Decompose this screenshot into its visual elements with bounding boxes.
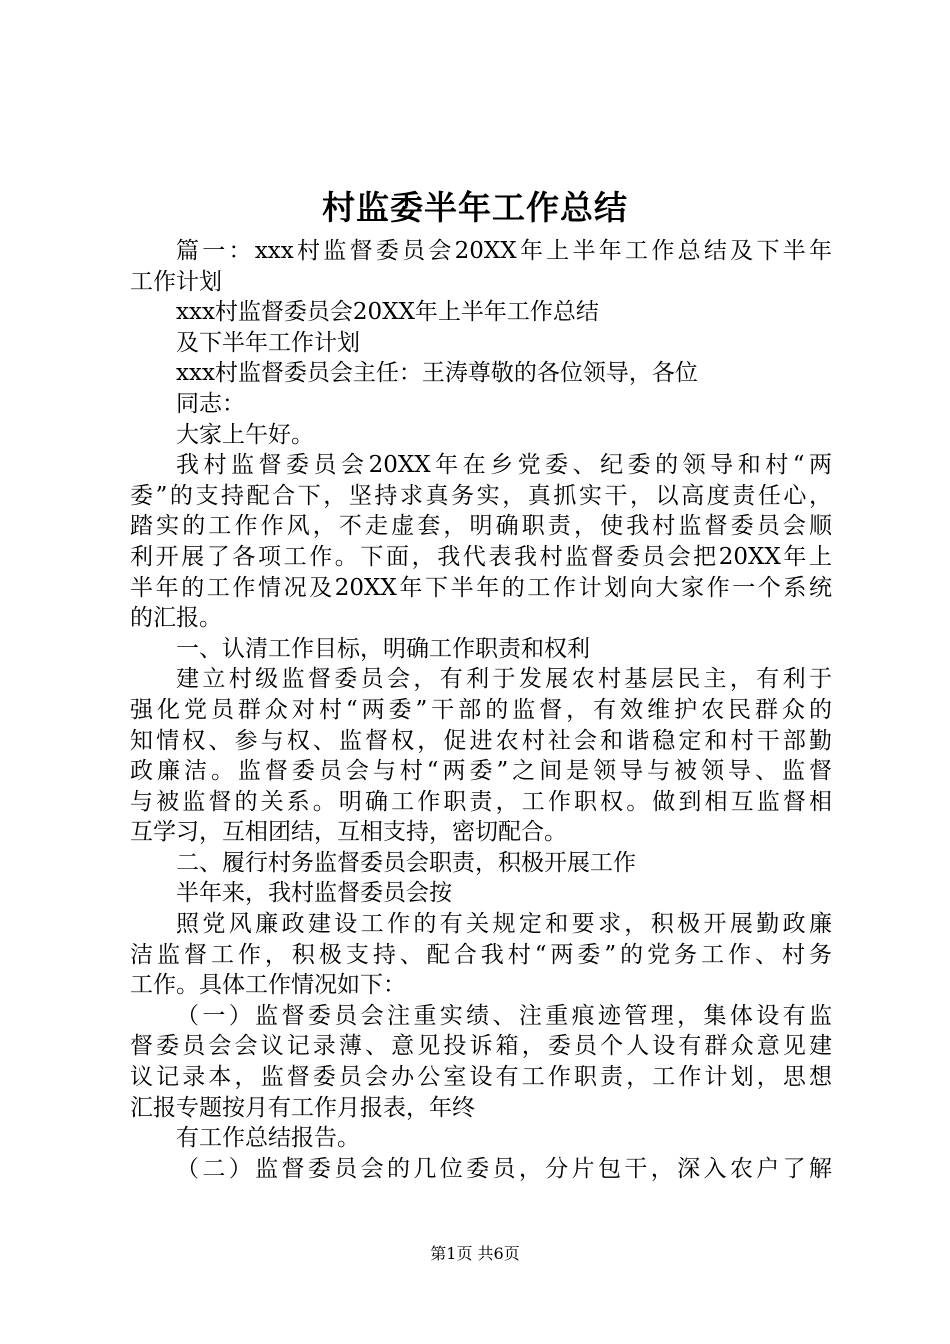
text-line: 政廉洁。监督委员会与村“两委”之间是领导与被领导、监督 [130,758,832,785]
text-line: xxx村监督委员会20XX年上半年工作总结 [176,299,599,326]
document-title: 村监委半年工作总结 [322,188,628,227]
text-line: 洁监督工作，积极支持、配合我村“两委”的党务工作、村务 [130,941,832,968]
text-line: 有工作总结报告。 [176,1125,360,1152]
text-line: （一）监督委员会注重实绩、注重痕迹管理，集体设有监 [176,1002,832,1029]
document-body [130,236,832,1184]
text-line: 利开展了各项工作。下面，我代表我村监督委员会把20XX年上 [130,543,832,570]
text-line: 篇一：xxx村监督委员会20XX年上半年工作总结及下半年 [176,238,832,264]
text-line: 半年来，我村监督委员会按 [176,880,452,907]
text-line: 我村监督委员会20XX年在乡党委、纪委的领导和村“两 [176,452,832,479]
text-line: 半年的工作情况及20XX年下半年的工作计划向大家作一个系统 [130,574,832,601]
page-footer: 第1页 共6页 [430,1244,520,1263]
text-line: 建立村级监督委员会，有利于发展农村基层民主，有利于 [176,666,832,693]
text-line: 及下半年工作计划 [176,329,360,356]
text-line: 知情权、参与权、监督权，促进农村社会和谐稳定和村干部勤 [130,727,832,754]
text-line: 照党风廉政建设工作的有关规定和要求，积极开展勤政廉 [176,911,832,938]
text-line: 督委员会会议记录薄、意见投诉箱，委员个人设有群众意见建 [130,1033,832,1060]
text-line: （二）监督委员会的几位委员，分片包干，深入农户了解 [176,1155,832,1182]
text-line: 强化党员群众对村“两委”干部的监督，有效维护农民群众的 [130,696,832,723]
text-line: 汇报专题按月有工作月报表，年终 [130,1094,475,1121]
text-line: 议记录本，监督委员会办公室设有工作职责，工作计划，思想 [130,1064,832,1091]
text-line: 委”的支持配合下，坚持求真务实，真抓实干，以高度责任心， [130,482,832,509]
text-line: 一、认清工作目标，明确工作职责和权利 [176,635,590,662]
text-line: 互学习，互相团结，互相支持，密切配合。 [130,819,567,846]
text-line: 大家上午好。 [176,421,314,448]
text-line: 二、履行村务监督委员会职责，积极开展工作 [176,849,636,876]
text-line: 踏实的工作作风，不走虚套，明确职责，使我村监督委员会顺 [130,513,832,540]
text-line: xxx村监督委员会主任：王涛尊敬的各位领导，各位 [176,360,698,387]
text-line: 工作。具体工作情况如下： [130,972,406,999]
text-line: 与被监督的关系。明确工作职责，工作职权。做到相互监督相 [130,788,832,815]
text-line: 同志： [176,390,245,417]
text-line: 工作计划 [130,268,222,295]
text-line: 的汇报。 [130,605,222,632]
